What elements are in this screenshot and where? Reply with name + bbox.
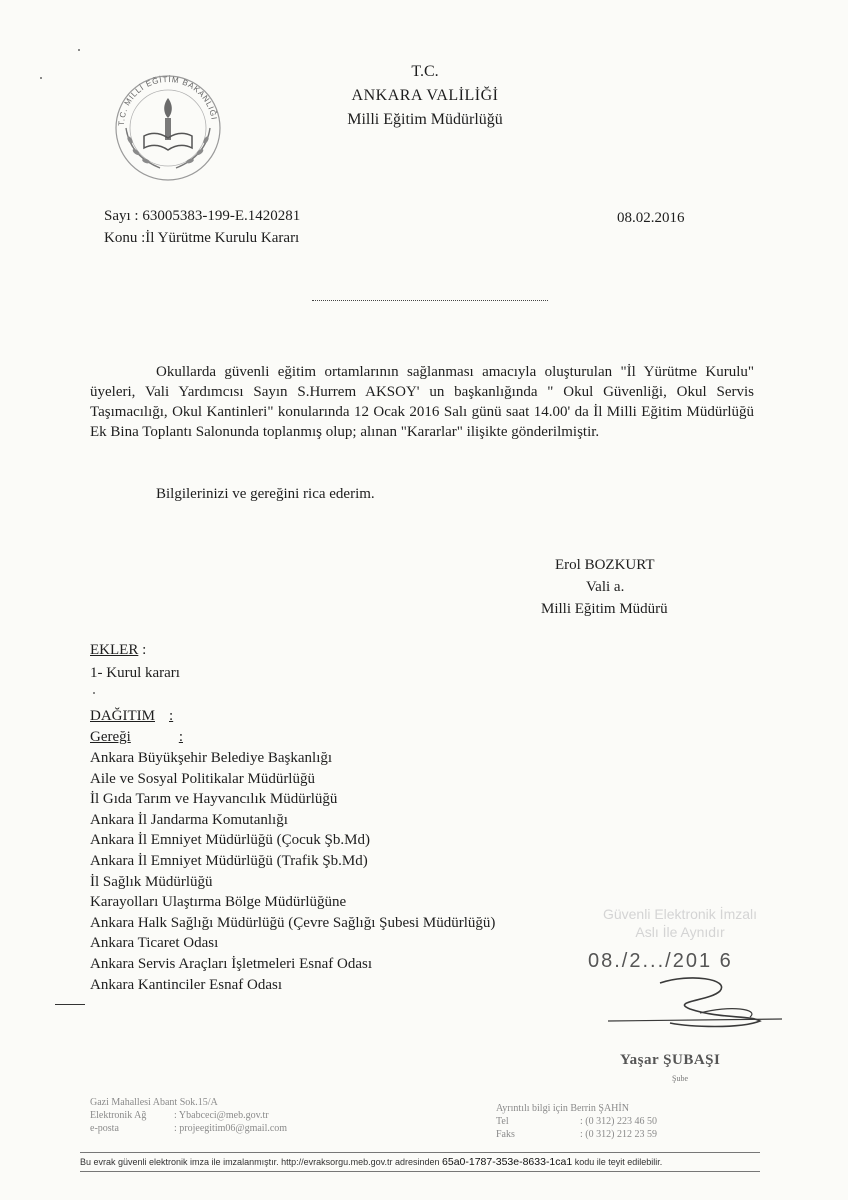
header-tc: T.C. <box>411 63 439 80</box>
footer-email-label: e-posta <box>90 1123 119 1134</box>
distribution-item: Ankara Halk Sağlığı Müdürlüğü (Çevre Sağlığı Şubesi Müdürlüğü) <box>90 914 496 931</box>
header-department: Milli Eğitim Müdürlüğü <box>347 111 503 128</box>
distribution-subheading: Gereği : <box>90 729 183 745</box>
footer-address: Gazi Mahallesi Abant Sok.15/A <box>90 1097 218 1108</box>
footer-tel: : (0 312) 223 46 50 <box>580 1116 657 1127</box>
stamp-line-1: Güvenli Elektronik İmzalı <box>602 906 758 922</box>
distribution-item: Ankara İl Emniyet Müdürlüğü (Trafik Şb.Md) <box>90 852 368 869</box>
footer-info-line: Ayrıntılı bilgi için Berrin ŞAHİN <box>496 1103 629 1114</box>
signatory-title: Milli Eğitim Müdürü <box>541 601 668 617</box>
footer-network: : Ybabceci@meb.gov.tr <box>174 1110 269 1121</box>
certifier-sub: Şube <box>672 1074 688 1083</box>
distribution-item: İl Gıda Tarım ve Hayvancılık Müdürlüğü <box>90 791 338 808</box>
stamp-handwritten-date: 08./2.../201 6 <box>588 950 733 972</box>
closing-sentence: Bilgilerinizi ve gereğini rica ederim. <box>156 486 375 502</box>
distribution-item: Ankara Ticaret Odası <box>90 935 219 952</box>
distribution-item: Aile ve Sosyal Politikalar Müdürlüğü <box>90 770 315 787</box>
stamp-line-2: Aslı İle Aynıdır <box>635 924 725 940</box>
distribution-item: Ankara Servis Araçları İşletmeleri Esnaf Odası <box>90 955 372 972</box>
distribution-item: Ankara İl Jandarma Komutanlığı <box>90 811 288 828</box>
document-number: Sayı : 63005383-199-E.1420281 <box>104 208 301 224</box>
scan-speck <box>78 49 80 51</box>
ministry-seal-emblem <box>104 64 232 184</box>
footer-tel-label: Tel <box>496 1116 509 1127</box>
distribution-item: Ankara Kantinciler Esnaf Odası <box>90 976 283 993</box>
scan-speck <box>93 692 95 694</box>
svg-text:T.C. MİLLİ EĞİTİM BAKANLIĞI: T.C. MİLLİ EĞİTİM BAKANLIĞI <box>116 74 219 127</box>
certifier-name: Yaşar ŞUBAŞI <box>620 1052 721 1068</box>
verify-text: Bu evrak güvenli elektronik imza ile imzalanmıştır. http://evraksorgu.meb.gov.tr adresinden <box>80 1157 440 1167</box>
document-subject: Konu :İl Yürütme Kurulu Kararı <box>104 230 300 246</box>
e-signature-verification-bar <box>80 1152 760 1172</box>
distribution-item: Ankara Büyükşehir Belediye Başkanlığı <box>90 750 333 766</box>
scan-speck <box>40 77 42 79</box>
footer-contact <box>90 1096 410 1135</box>
handwritten-signature <box>600 965 790 1035</box>
verify-code: 65a0-1787-353e-8633-1ca1 <box>442 1156 573 1168</box>
verify-suffix: kodu ile teyit edilebilir. <box>574 1157 663 1167</box>
signatory-name: Erol BOZKURT <box>555 557 655 573</box>
document-date: 08.02.2016 <box>617 210 685 226</box>
distribution-heading: DAĞITIM : <box>90 708 174 724</box>
attachments-heading: EKLER : <box>90 642 147 658</box>
addressee-dotted-line <box>312 300 548 301</box>
attachment-item: 1- Kurul kararı <box>90 665 180 681</box>
distribution-item: İl Sağlık Müdürlüğü <box>90 873 213 890</box>
distribution-item: Ankara İl Emniyet Müdürlüğü (Çocuk Şb.Md) <box>90 832 370 849</box>
handwritten-dash-mark <box>55 1004 85 1005</box>
certification-stamp <box>560 905 800 941</box>
footer-fax-label: Faks <box>496 1129 515 1140</box>
distribution-list <box>90 748 570 995</box>
footer-email: : projeegitim06@gmail.com <box>174 1123 288 1134</box>
distribution-item: Karayolları Ulaştırma Bölge Müdürlüğüne <box>90 894 347 911</box>
footer-info <box>496 1102 736 1141</box>
header-institution: ANKARA VALİLİĞİ <box>351 87 499 104</box>
body-paragraph: Okullarda güvenli eğitim ortamlarının sağlanması amacıyla oluşturulan "İl Yürütme Kurulu" üyeleri, Vali Yardımcısı Sayın S.Hurrem AKSOY' un başkanlığında " Okul Güvenliği, Okul Servis Taşımacılığı, Okul Kantinleri" konularında 12 Ocak 2016 Salı günü saat 14.00' da İl Milli Eğitim Müdürlüğü Ek Bina Toplantı Salonunda toplanmış olup; alınan "Kararlar" ilişikte gönderilmiştir. <box>90 364 754 440</box>
footer-fax: : (0 312) 212 23 59 <box>580 1129 657 1140</box>
signatory-on-behalf: Vali a. <box>586 579 625 595</box>
footer-network-label: Elektronik Ağ <box>90 1110 147 1121</box>
